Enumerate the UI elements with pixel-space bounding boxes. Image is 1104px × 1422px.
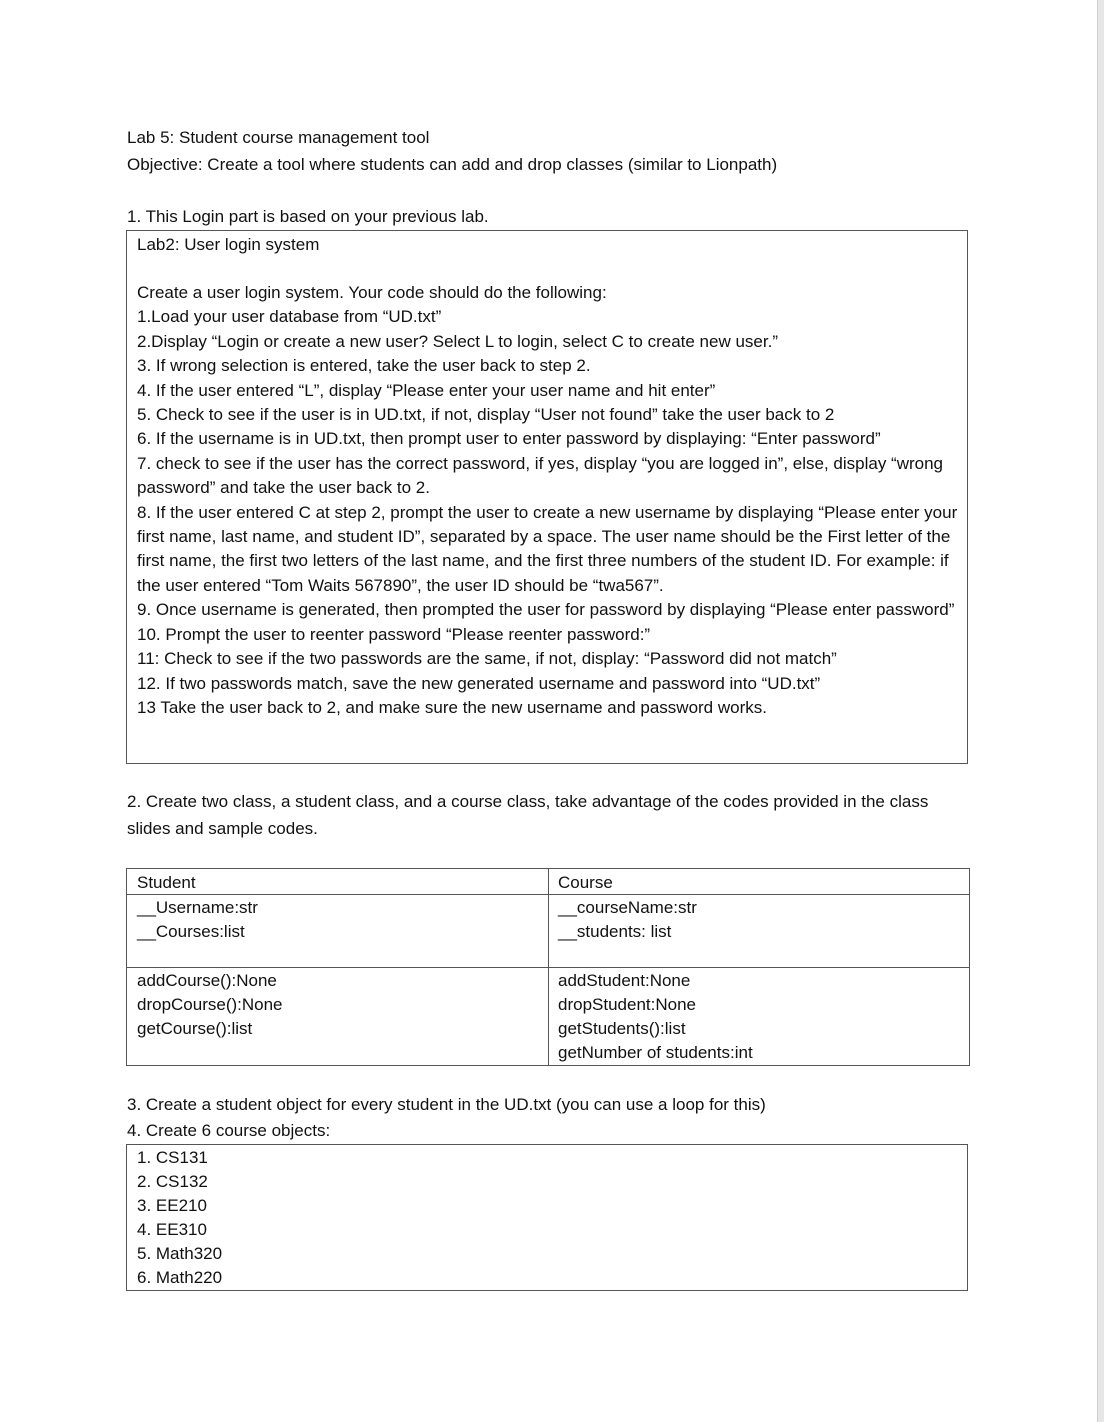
student-method-addcourse: addCourse():None (137, 971, 277, 990)
course-list-box (126, 1144, 968, 1291)
course-item: 5. Math320 (137, 1244, 223, 1263)
page-edge (1097, 0, 1104, 1422)
course-method-getnumber: getNumber of students:int (558, 1043, 753, 1062)
login-step-9: 9. Once username is generated, then prompted the user for password by displaying “Please enter password” (137, 600, 955, 620)
student-attribute-username: __Username:str (137, 898, 258, 917)
course-method-dropstudent: dropStudent:None (558, 995, 696, 1014)
class-diagram-table (126, 868, 970, 1066)
student-method-getcourse: getCourse():list (137, 1019, 253, 1038)
course-class-name: Course (558, 873, 613, 892)
section2-text-line2: slides and sample codes. (127, 819, 318, 838)
login-step-12: 12. If two passwords match, save the new generated username and password into “UD.txt” (137, 673, 821, 693)
header-divider (127, 894, 969, 895)
login-step-11: 11: Check to see if the two passwords are the same, if not, display: “Password did not match” (137, 649, 837, 669)
lab-title: Lab 5: Student course management tool (127, 128, 430, 147)
student-class-name: Student (137, 873, 196, 892)
login-system-box (126, 230, 968, 764)
login-step-6: 6. If the username is in UD.txt, then prompt user to enter password by displaying: “Enter password” (137, 429, 881, 449)
student-method-dropcourse: dropCourse():None (137, 995, 283, 1014)
objective-text: Objective: Create a tool where students can add and drop classes (similar to Lionpath) (127, 155, 778, 174)
login-step-1: 1.Load your user database from “UD.txt” (137, 307, 442, 327)
login-step-2: 2.Display “Login or create a new user? Select L to login, select C to create new user.” (137, 331, 778, 351)
login-step-5: 5. Check to see if the user is in UD.txt, if not, display “User not found” take the user back to 2 (137, 405, 835, 425)
course-item: 6. Math220 (137, 1268, 223, 1287)
section2-text-line1: 2. Create two class, a student class, and a course class, take advantage of the codes provided in the class (127, 792, 929, 811)
student-attribute-courses: __Courses:list (137, 922, 245, 941)
login-step-13: 13 Take the user back to 2, and make sure the new username and password works. (137, 697, 767, 717)
login-step-7: 7. check to see if the user has the correct password, if yes, display “you are logged in”, else, display “wrong password” and take the user back to 2. (137, 453, 944, 498)
course-item: 2. CS132 (137, 1172, 208, 1191)
course-method-addstudent: addStudent:None (558, 971, 691, 990)
course-attribute-students: __students: list (558, 922, 672, 941)
course-item: 1. CS131 (137, 1148, 208, 1167)
course-item: 4. EE310 (137, 1220, 207, 1239)
course-item: 3. EE210 (137, 1196, 207, 1215)
section1-heading: 1. This Login part is based on your previous lab. (127, 207, 489, 226)
section3-text: 3. Create a student object for every student in the UD.txt (you can use a loop for this) (127, 1095, 766, 1114)
login-step-10: 10. Prompt the user to reenter password “Please reenter password:” (137, 624, 651, 644)
course-attribute-coursename: __courseName:str (558, 898, 697, 917)
login-step-intro: Create a user login system. Your code should do the following: (137, 283, 607, 302)
login-steps (137, 281, 959, 720)
section4-text: 4. Create 6 course objects: (127, 1121, 331, 1140)
login-step-4: 4. If the user entered “L”, display “Please enter your user name and hit enter” (137, 380, 716, 400)
methods-divider (127, 967, 969, 968)
login-step-3: 3. If wrong selection is entered, take the user back to step 2. (137, 356, 591, 376)
course-method-getstudents: getStudents():list (558, 1019, 686, 1038)
login-step-8: 8. If the user entered C at step 2, prompt the user to create a new username by displaying “Please enter your first name, last name, and student ID”, separated by a space. The user name should be the First letter of the first name, the first two letters of the last name, and the first three numbers of the student ID. For example: if the user entered “Tom Waits 567890”, the user ID should be “twa567”. (137, 502, 958, 595)
login-box-title: Lab2: User login system (137, 235, 320, 254)
